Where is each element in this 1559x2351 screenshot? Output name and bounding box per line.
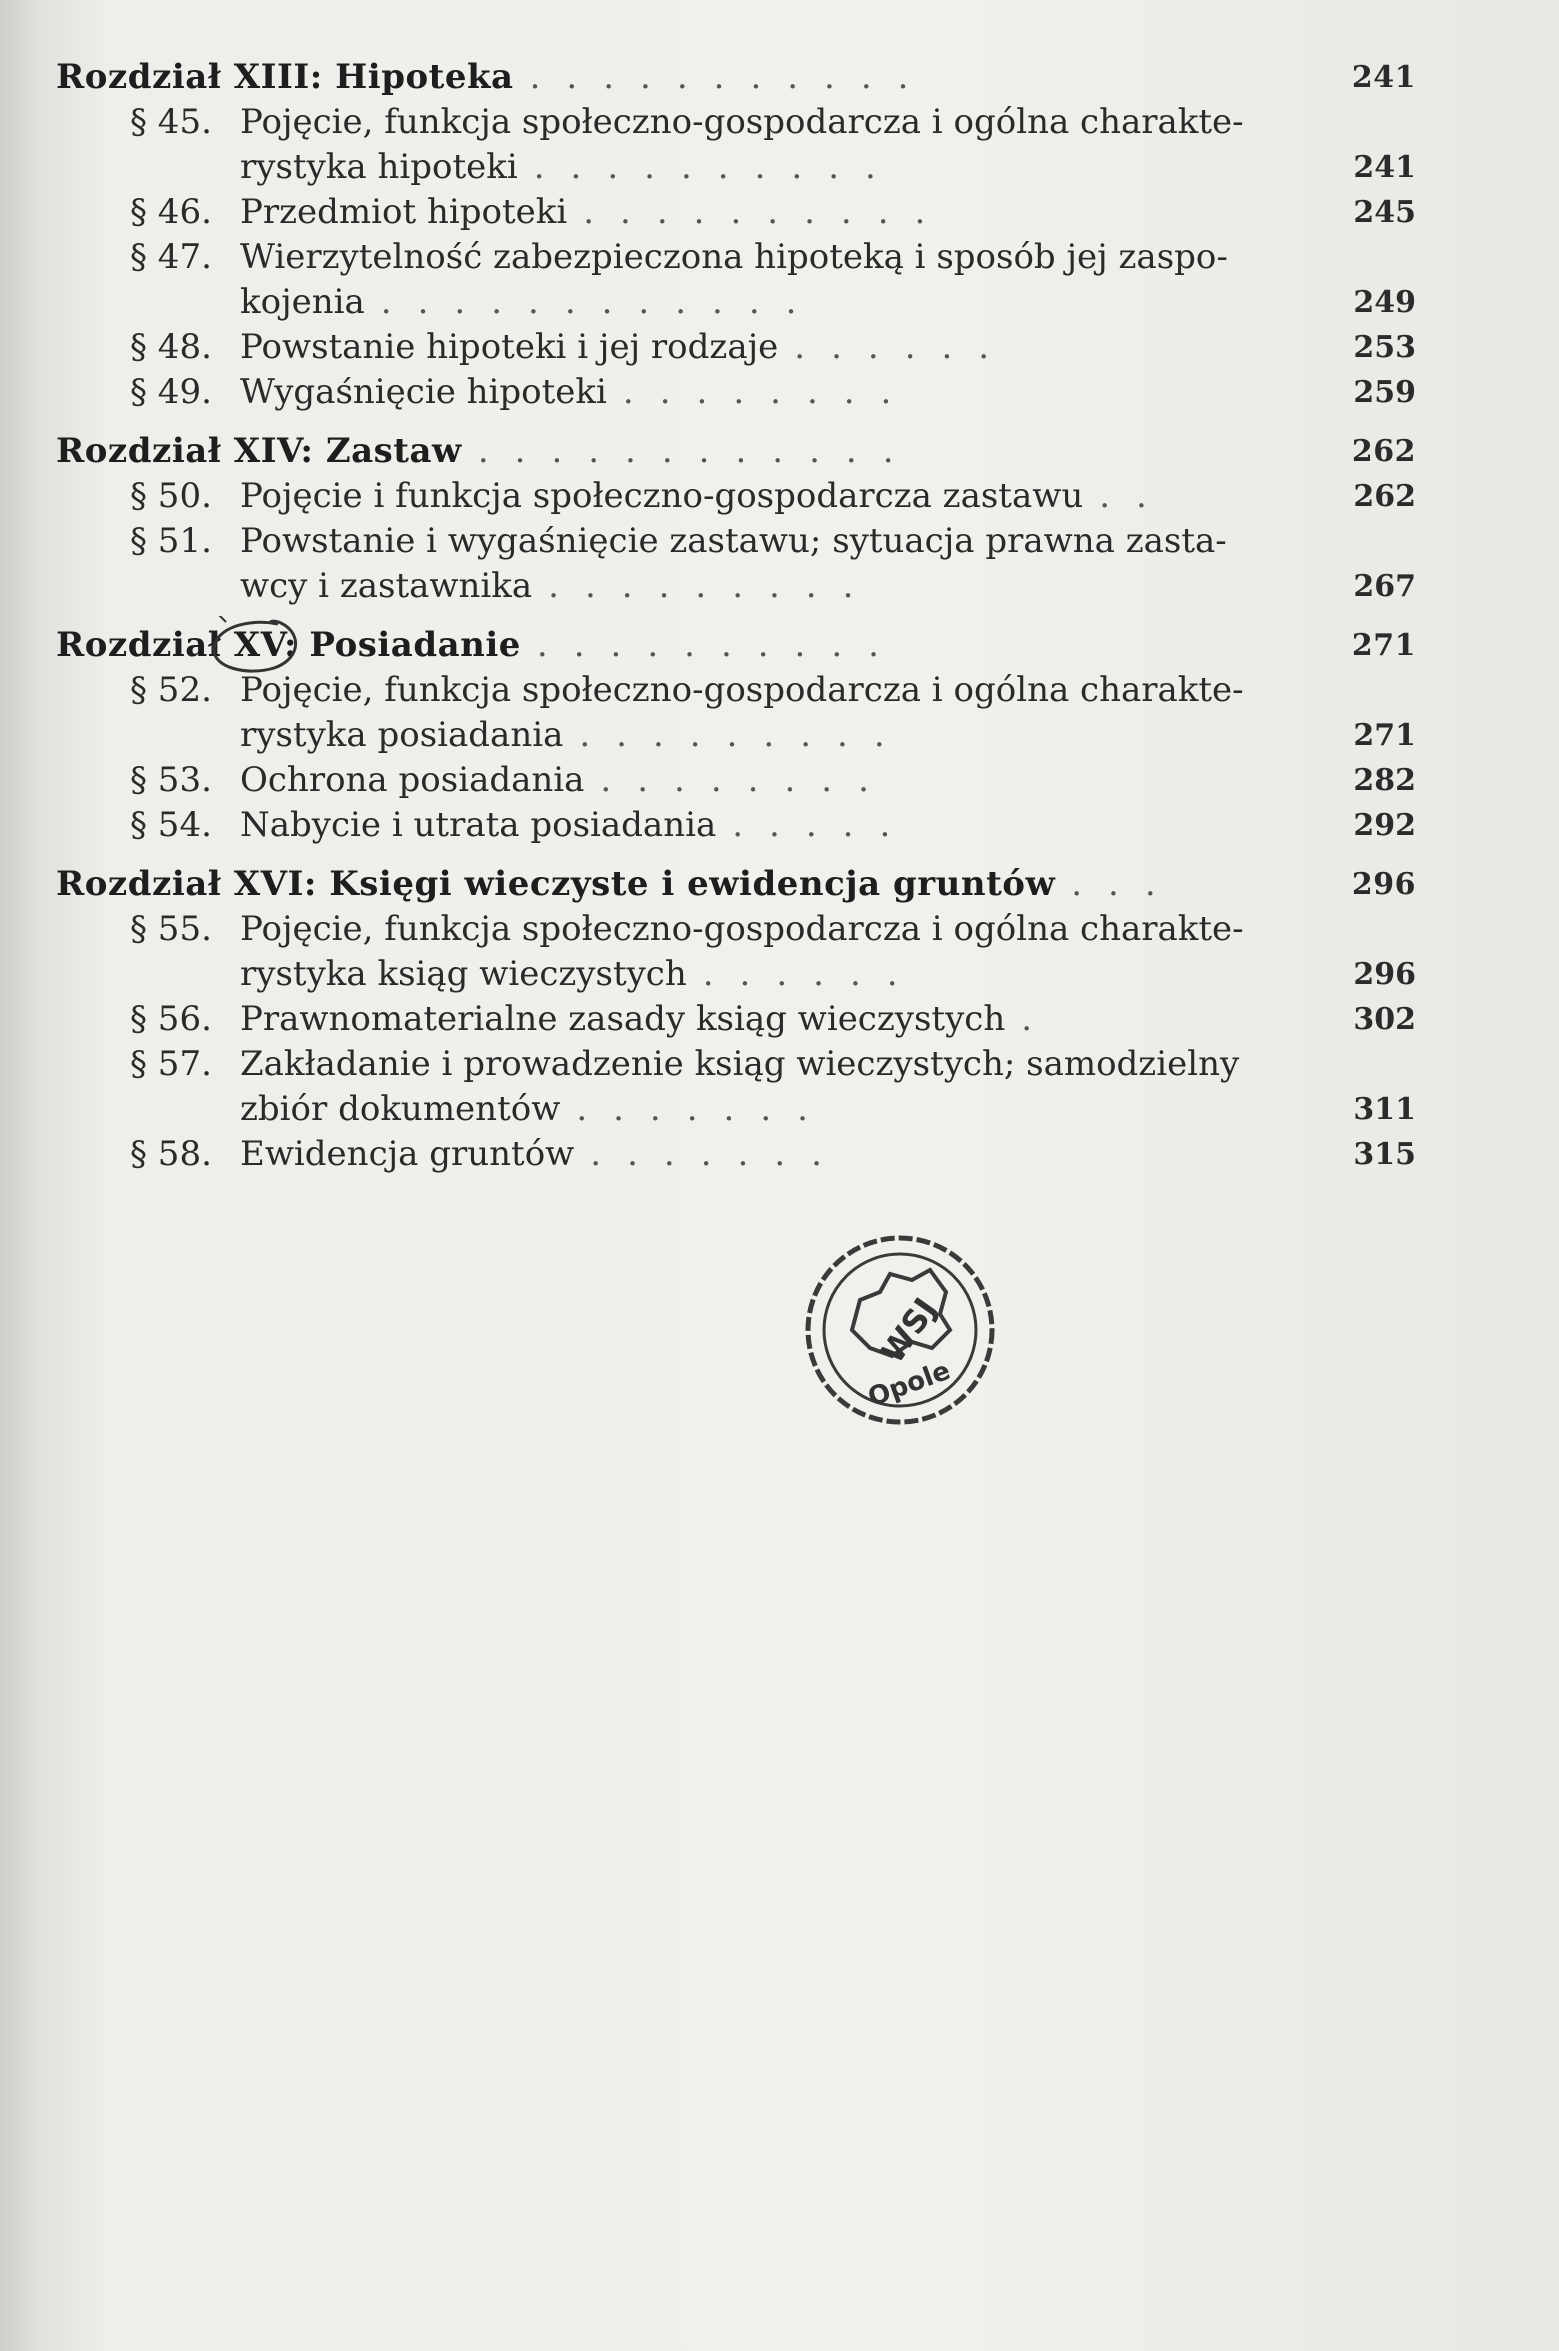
leader-dots: ... [1071,864,1182,904]
section-52-number: § 52. [130,670,212,710]
library-stamp [800,1230,1000,1430]
section-58-page: 315 [1353,1137,1416,1172]
section-47-title: Wierzytelność zabezpieczona hipoteką i sposób jej zaspo- [240,237,1228,277]
handwritten-circle-mark [208,616,306,678]
stamp-line-1: WSJ [873,1290,945,1371]
section-45-number: § 45. [130,102,212,142]
section-51-number: § 51. [130,521,212,561]
section-45-cont-row [56,145,1416,190]
section-51-title: Powstanie i wygaśnięcie zastawu; sytuacja prawna zasta- [240,521,1227,561]
stamp-line-2: Opole [864,1355,955,1414]
section-58-row [56,1132,1416,1177]
section-52-page: 271 [1353,718,1416,753]
section-46-title: Przedmiot hipoteki .......... [240,192,952,232]
section-51-row [56,519,1416,564]
section-45-page: 241 [1353,150,1416,185]
leader-dots: ........... [529,57,935,97]
section-52-cont-row [56,713,1416,758]
section-53-page: 282 [1353,763,1416,798]
section-56-title: Prawnomaterialne zasady ksiąg wieczystych . [240,999,1059,1039]
chapter-14-page: 262 [1351,434,1416,469]
section-47-row [56,235,1416,280]
section-47-number: § 47. [130,237,212,277]
section-49-number: § 49. [130,372,212,412]
section-45-title: Pojęcie, funkcja społeczno-gospodarcza i ogólna charakte- [240,102,1244,142]
section-58-title: Ewidencja gruntów ....... [240,1134,848,1174]
leader-dots: .......... [536,625,905,665]
section-56-row [56,997,1416,1042]
section-50-title: Pojęcie i funkcja społeczno-gospodarcza zastawu .. [240,476,1173,516]
section-48-page: 253 [1353,330,1416,365]
chapter-16-row [56,862,1416,907]
section-55-title-cont: rystyka ksiąg wieczystych ...... [240,954,924,994]
section-55-number: § 55. [130,909,212,949]
section-47-page: 249 [1353,285,1416,320]
section-57-cont-row [56,1087,1416,1132]
leader-dots: ............ [477,431,920,471]
section-51-cont-row [56,564,1416,609]
section-50-page: 262 [1353,479,1416,514]
section-47-cont-row [56,280,1416,325]
section-54-number: § 54. [130,805,212,845]
chapter-13-page: 241 [1351,60,1416,95]
section-51-title-cont: wcy i zastawnika ......... [240,566,880,606]
section-46-row [56,190,1416,235]
section-57-row [56,1042,1416,1087]
section-53-number: § 53. [130,760,212,800]
chapter-13-label: Rozdział XIII: Hipoteka [56,57,514,97]
section-52-title: Pojęcie, funkcja społeczno-gospodarcza i ogólna charakte- [240,670,1244,710]
section-57-title-cont: zbiór dokumentów ....... [240,1089,834,1129]
chapter-14-label: Rozdział XIV: Zastaw [56,431,462,471]
section-50-row [56,474,1416,519]
chapter-14-row [56,429,1416,474]
spacer [56,415,1416,429]
section-55-title: Pojęcie, funkcja społeczno-gospodarcza i ogólna charakte- [240,909,1244,949]
section-51-page: 267 [1353,569,1416,604]
chapter-16-page: 296 [1351,867,1416,902]
chapter-16-label: Rozdział XVI: Księgi wieczyste i ewidencja gruntów [56,864,1056,904]
section-49-page: 259 [1353,375,1416,410]
section-50-number: § 50. [130,476,212,516]
section-55-page: 296 [1353,957,1416,992]
section-52-title-cont: rystyka posiadania ......... [240,715,911,755]
section-56-number: § 56. [130,999,212,1039]
section-55-row [56,907,1416,952]
section-53-row [56,758,1416,803]
chapter-15-page: 271 [1351,628,1416,663]
chapter-15-label: Rozdział XV: Posiadanie [56,625,521,665]
section-49-title: Wygaśnięcie hipoteki ........ [240,372,918,412]
section-48-row [56,325,1416,370]
section-54-title: Nabycie i utrata posiadania ..... [240,805,917,845]
section-53-title: Ochrona posiadania ........ [240,760,895,800]
section-57-page: 311 [1353,1092,1416,1127]
section-58-number: § 58. [130,1134,212,1174]
section-55-cont-row [56,952,1416,997]
section-48-number: § 48. [130,327,212,367]
section-47-title-cont: kojenia ............ [240,282,823,322]
section-57-number: § 57. [130,1044,212,1084]
section-49-row [56,370,1416,415]
section-46-number: § 46. [130,192,212,232]
chapter-13-row [56,55,1416,100]
section-46-page: 245 [1353,195,1416,230]
section-45-title-cont: rystyka hipoteki .......... [240,147,902,187]
section-48-title: Powstanie hipoteki i jej rodzaje ...... [240,327,1016,367]
section-57-title: Zakładanie i prowadzenie ksiąg wieczystych; samodzielny [240,1044,1240,1084]
section-54-page: 292 [1353,808,1416,843]
spacer [56,848,1416,862]
section-45-row [56,100,1416,145]
section-54-row [56,803,1416,848]
section-56-page: 302 [1353,1002,1416,1037]
